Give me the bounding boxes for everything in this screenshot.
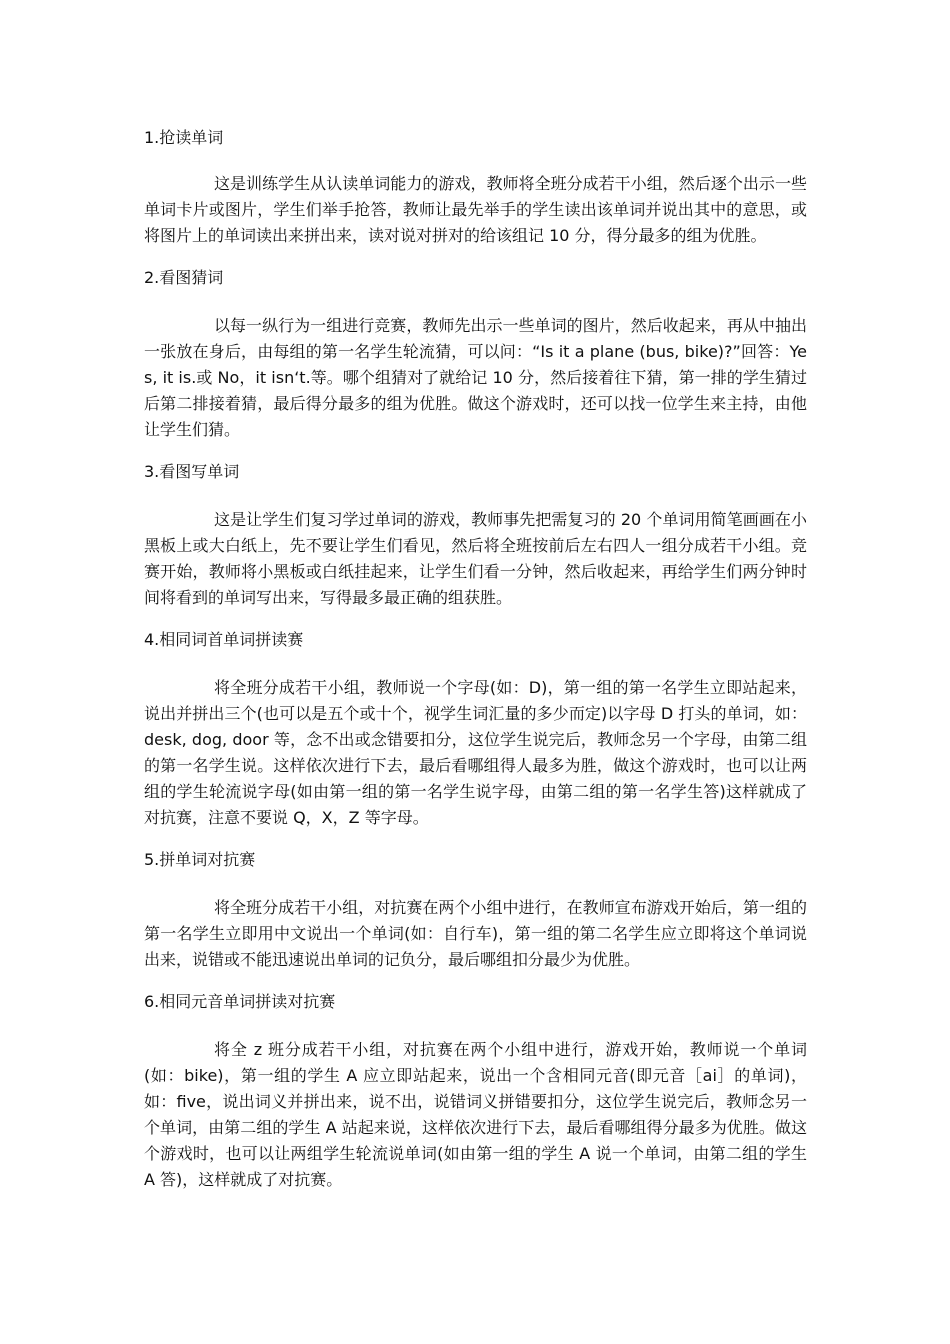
section-title: 3.看图写单词 [144,462,240,481]
section-5 [144,847,807,973]
section-4 [144,627,807,831]
document-content [144,125,807,1193]
section-body: 这是训练学生从认读单词能力的游戏，教师将全班分成若干小组，然后逐个出示一些单词卡片或图片，学生们举手抢答，教师让最先举手的学生读出该单词并说出其中的意思，或将图片上的单词读出来拼出来，读对说对拼对的给该组记 10 分，得分最多的组为优胜。 [144,174,807,245]
section-body: 将全班分成若干小组，教师说一个字母(如：D)，第一组的第一名学生立即站起来，说出并拼出三个(也可以是五个或十个，视学生词汇量的多少而定)以字母 D 打头的单词，如：desk, dog, door 等，念不出或念错要扣分，这位学生说完后，教师念另一个字母，由第二组的第一名学生说。这样依次进行下去，最后看哪组得人最多为胜，做这个游戏时，也可以让两组的学生轮流说字母(如由第一组的第一名学生说字母，由第二组的第一名学生答)这样就成了对抗赛，注意不要说 Q，X，Z 等字母。 [144,678,807,827]
section-body: 这是让学生们复习学过单词的游戏，教师事先把需复习的 20 个单词用简笔画画在小黑板上或大白纸上，先不要让学生们看见，然后将全班按前后左右四人一组分成若干小组。竞赛开始，教师将小黑板或白纸挂起来，让学生们看一分钟，然后收起来，再给学生们两分钟时间将看到的单词写出来，写得最多最正确的组获胜。 [144,510,807,607]
section-6 [144,989,807,1193]
section-title: 5.拼单词对抗赛 [144,850,256,869]
section-title: 1.抢读单词 [144,128,224,147]
section-title: 4.相同词首单词拼读赛 [144,630,304,649]
section-title: 6.相同元音单词拼读对抗赛 [144,992,336,1011]
section-1 [144,125,807,249]
section-3 [144,459,807,611]
section-body: 以每一纵行为一组进行竞赛，教师先出示一些单词的图片，然后收起来，再从中抽出一张放在身后，由每组的第一名学生轮流猜，可以问：“Is it a plane (bus, bike)?”回答：Yes, it is.或 No，it isn‘t.等。哪个组猜对了就给记 10 分，然后接着往下猜，第一排的学生猜过后第二排接着猜，最后得分最多的组为优胜。做这个游戏时，还可以找一位学生来主持，由他让学生们猜。 [144,316,807,439]
section-body: 将全班分成若干小组，对抗赛在两个小组中进行，在教师宣布游戏开始后，第一组的第一名学生立即用中文说出一个单词(如：自行车)，第一组的第二名学生应立即将这个单词说出来，说错或不能迅速说出单词的记负分，最后哪组扣分最少为优胜。 [144,898,807,969]
section-title: 2.看图猜词 [144,268,224,287]
section-2 [144,265,807,443]
section-body: 将全 z 班分成若干小组，对抗赛在两个小组中进行，游戏开始，教师说一个单词(如：bike)，第一组的学生 A 应立即站起来，说出一个含相同元音(即元音［ai］的单词)，如：five，说出词义并拼出来，说不出，说错词义拼错要扣分，这位学生说完后，教师念另一个单词，由第二组的学生 A 站起来说，这样依次进行下去，最后看哪组得分最多为优胜。做这个游戏时，也可以让两组学生轮流说单词(如由第一组的学生 A 说一个单词，由第二组的学生 A 答)，这样就成了对抗赛。 [144,1040,807,1189]
